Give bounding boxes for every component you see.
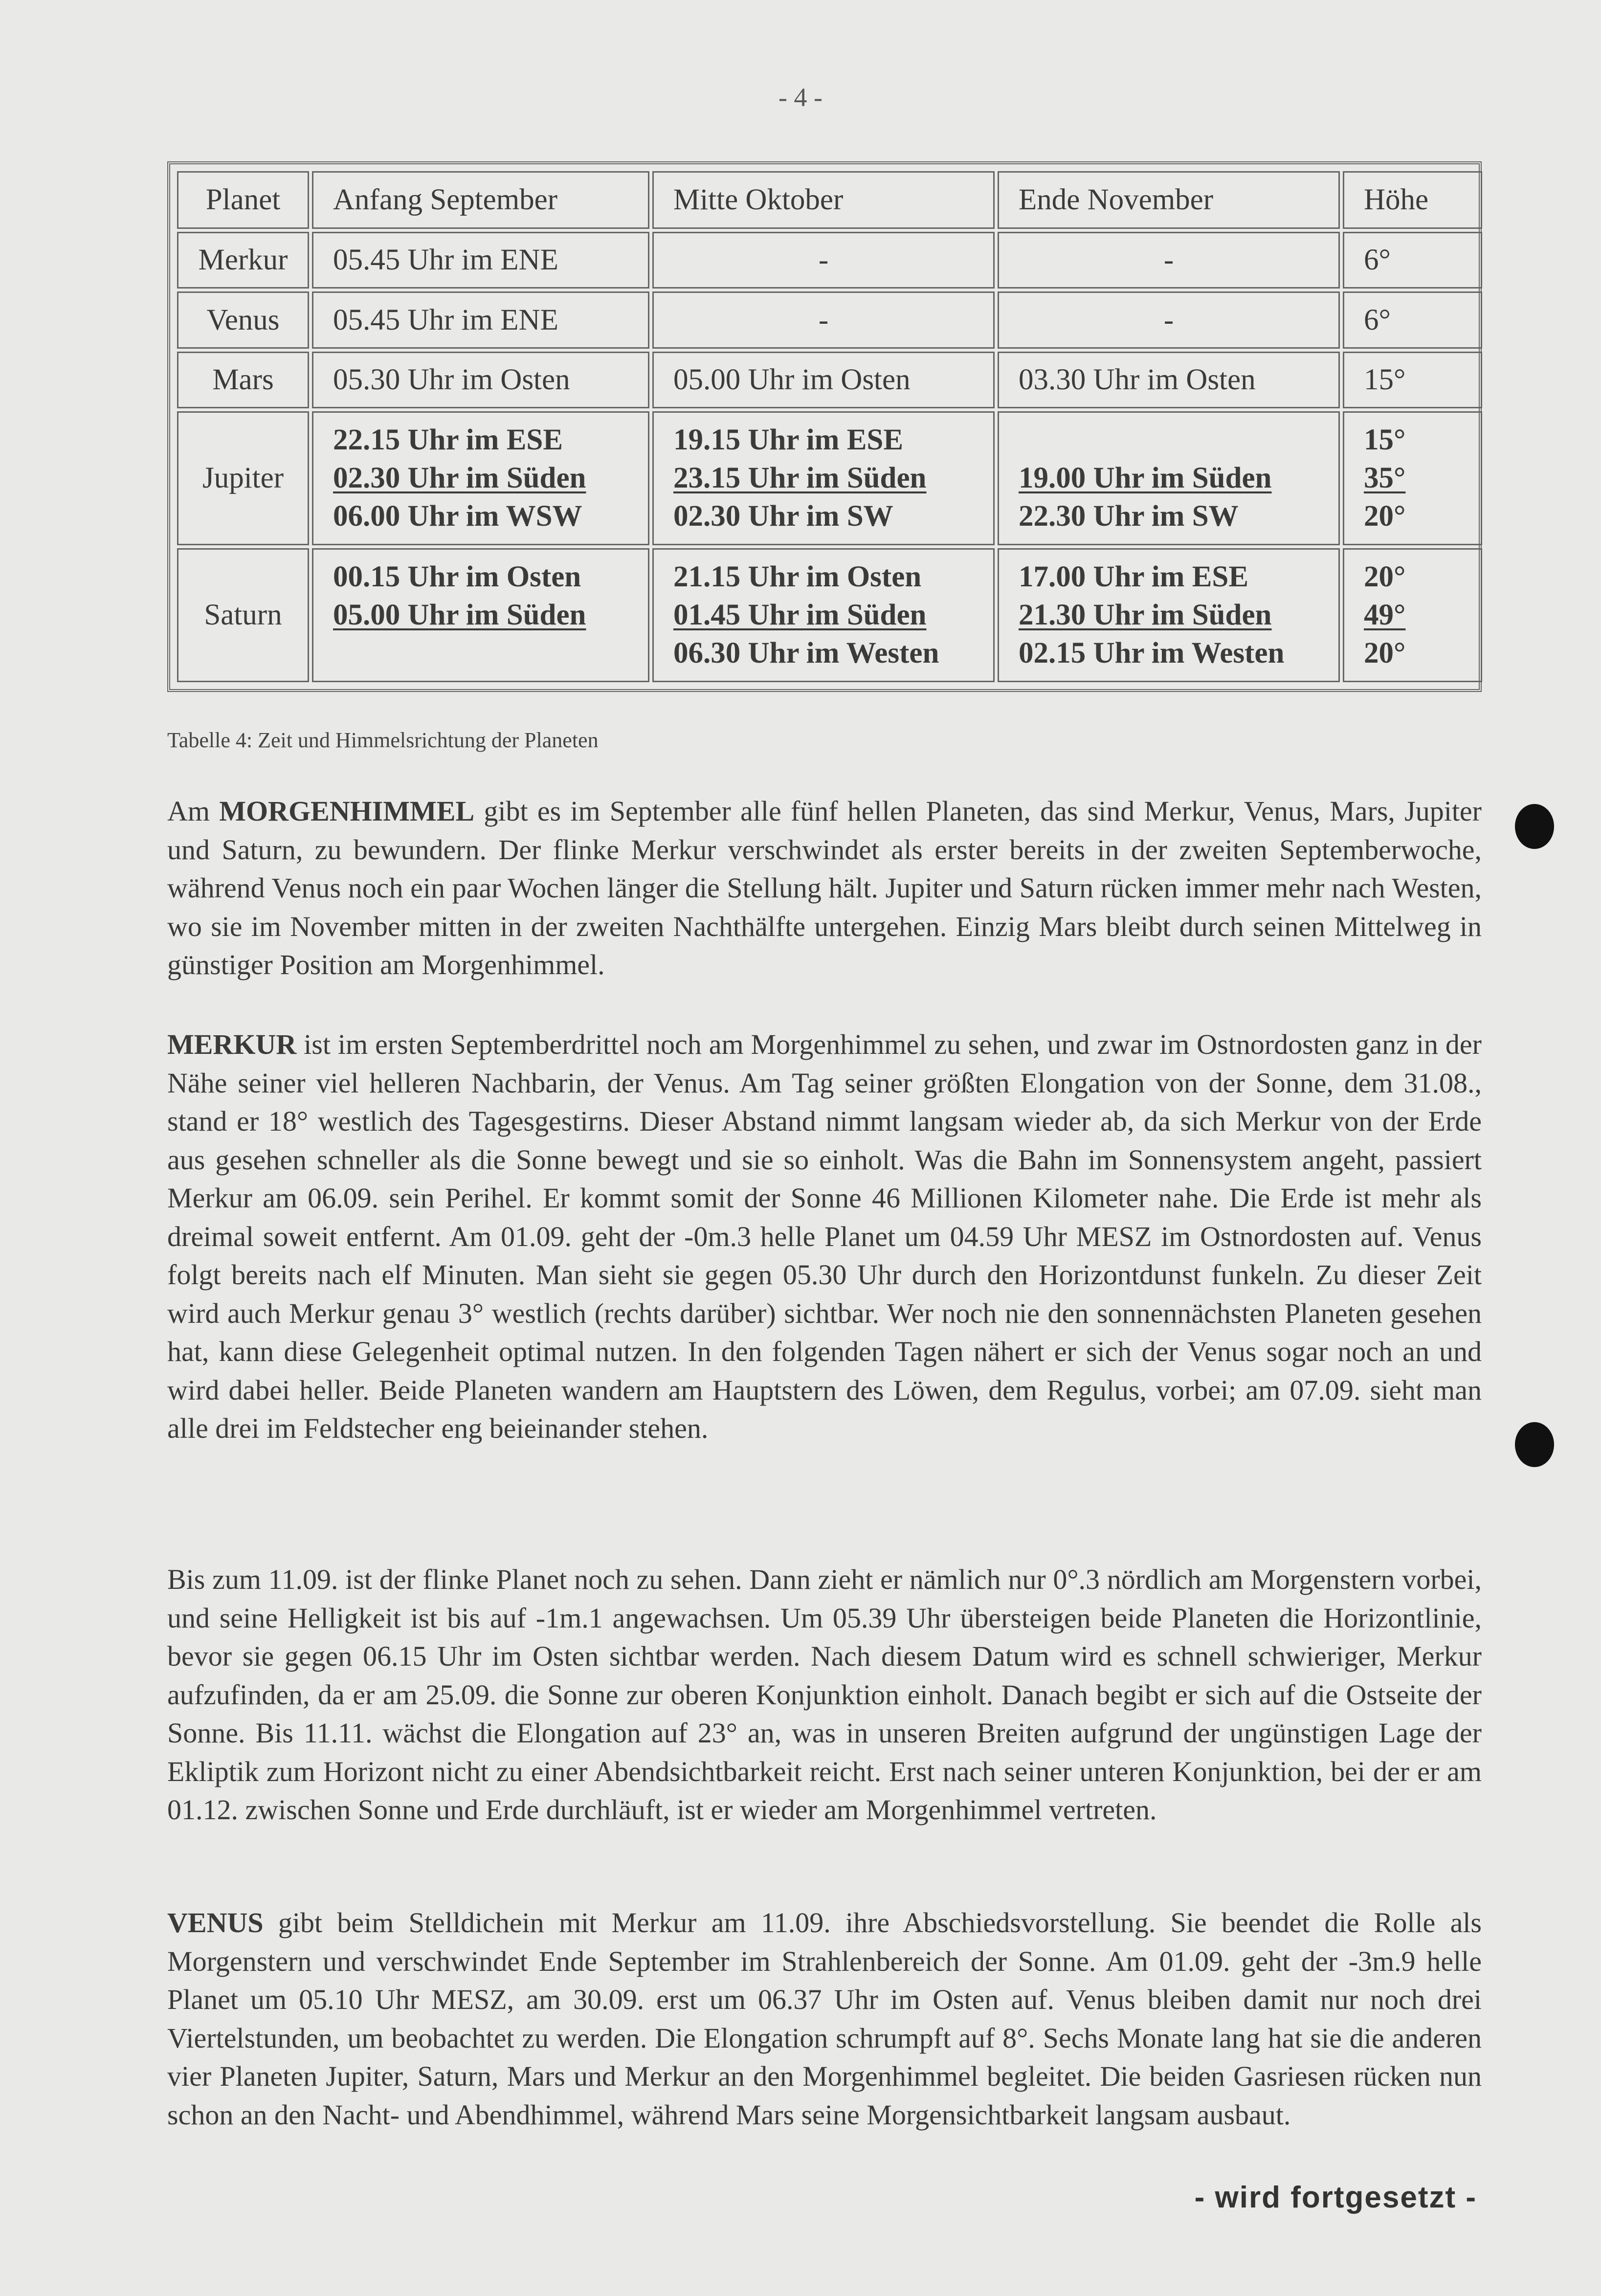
keyword-morgenhimmel: MORGENHIMMEL (219, 795, 475, 827)
cell-line: 20° (1364, 500, 1406, 533)
paragraph-merkur (167, 1025, 1482, 1448)
cell-planet: Venus (177, 291, 309, 349)
paragraph-merkur-continued (167, 1560, 1482, 1829)
cell-planet: Mars (177, 352, 309, 409)
paragraph-lead: Am (167, 795, 210, 827)
table-row (177, 548, 1482, 682)
cell-mitte: 05.00 Uhr im Osten (652, 352, 995, 409)
planet-table (167, 161, 1482, 692)
cell-line: 23.15 Uhr im Süden (673, 462, 927, 495)
cell-line: 02.15 Uhr im Westen (1019, 637, 1285, 670)
cell-line: 49° (1364, 599, 1406, 632)
cell-hoehe: 6° (1343, 291, 1482, 349)
header-anfang-september: Anfang September (312, 171, 649, 229)
cell-mitte: - (652, 291, 995, 349)
cell-line: 15° (1364, 424, 1406, 457)
cell-line: 35° (1364, 462, 1406, 495)
cell-anfang (312, 411, 649, 545)
cell-line: 19.15 Uhr im ESE (673, 424, 904, 457)
table-row (177, 352, 1482, 409)
cell-line: 22.30 Uhr im SW (1019, 500, 1239, 533)
cell-anfang: 05.45 Uhr im ENE (312, 232, 649, 289)
cell-line (333, 634, 628, 672)
header-mitte-oktober: Mitte Oktober (652, 171, 995, 229)
header-hoehe: Höhe (1343, 171, 1482, 229)
cell-line: 20° (1364, 560, 1406, 594)
keyword-merkur: MERKUR (167, 1028, 297, 1060)
cell-anfang: 05.45 Uhr im ENE (312, 291, 649, 349)
cell-mitte (652, 548, 995, 682)
table-row (177, 291, 1482, 349)
page-number: - 4 - (778, 83, 823, 112)
planet-visibility-table (174, 168, 1485, 685)
paragraph-morgenhimmel (167, 792, 1482, 984)
table-caption: Tabelle 4: Zeit und Himmelsrichtung der Planeten (167, 728, 599, 752)
cell-ende (998, 548, 1340, 682)
cell-hoehe: 6° (1343, 232, 1482, 289)
cell-line (1019, 421, 1319, 459)
cell-line: 05.00 Uhr im Süden (333, 599, 586, 632)
cell-line: 22.15 Uhr im ESE (333, 424, 563, 457)
punch-hole-icon (1515, 1422, 1554, 1467)
keyword-venus: VENUS (167, 1907, 264, 1939)
cell-mitte (652, 411, 995, 545)
cell-line: 20° (1364, 637, 1406, 670)
cell-line: 06.00 Uhr im WSW (333, 500, 582, 533)
cell-hoehe (1343, 548, 1482, 682)
cell-line: 00.15 Uhr im Osten (333, 560, 581, 594)
cell-line: 02.30 Uhr im Süden (333, 462, 586, 495)
cell-hoehe (1343, 411, 1482, 545)
cell-ende: - (998, 232, 1340, 289)
cell-anfang: 05.30 Uhr im Osten (312, 352, 649, 409)
cell-mitte: - (652, 232, 995, 289)
paragraph-venus (167, 1904, 1482, 2134)
table-row (177, 411, 1482, 545)
paragraph-body: gibt beim Stelldichein mit Merkur am 11.09. ihre Abschiedsvorstellung. Sie beendet die Rolle als Morgenstern und verschwindet Ende September im Strahlenbereich der Sonne. Am 01.09. geht der -3m.9 helle Planet um 05.10 Uhr MESZ, am 30.09. erst um 06.37 Uhr im Osten auf. Venus bleiben damit nur noch drei Viertelstunden, um beobachtet zu werden. Die Elongation schrumpft auf 8°. Sechs Monate lang hat sie die anderen vier Planeten Jupiter, Saturn, Mars und Merkur an den Morgenhimmel begleitet. Die beiden Gasriesen rücken nun schon an den Nacht- und Abendhimmel, während Mars seine Morgensichtbarkeit langsam ausbaut. (167, 1907, 1482, 2131)
paragraph-body: ist im ersten Septemberdrittel noch am Morgenhimmel zu sehen, und zwar im Ostnordosten ganz in der Nähe seiner viel helleren Nachbarin, der Venus. Am Tag seiner größten Elongation von der Sonne, dem 31.08., stand er 18° westlich des Tagesgestirns. Dieser Abstand nimmt langsam wieder ab, da sich Merkur von der Erde aus gesehen schneller als die Sonne bewegt und sie so einholt. Was die Bahn im Sonnensystem angeht, passiert Merkur am 06.09. sein Perihel. Er kommt somit der Sonne 46 Millionen Kilometer nahe. Die Erde ist mehr als dreimal soweit entfernt. Am 01.09. geht der -0m.3 helle Planet um 04.59 Uhr MESZ im Ostnordosten auf. Venus folgt bereits nach elf Minuten. Man sieht sie gegen 05.30 Uhr durch den Horizontdunst funkeln. Zu dieser Zeit wird auch Merkur genau 3° westlich (rechts darüber) sichtbar. Wer noch nie den sonnennächsten Planeten gesehen hat, kann diese Gelegenheit optimal nutzen. In den folgenden Tagen nähert er sich der Venus sogar noch an und wird dabei heller. Beide Planeten wandern am Hauptstern des Löwen, dem Regulus, vorbei; am 07.09. sieht man alle drei im Feldstecher eng beieinander stehen. (167, 1028, 1482, 1444)
table-row (177, 232, 1482, 289)
cell-line: 02.30 Uhr im SW (673, 500, 893, 533)
header-ende-november: Ende November (998, 171, 1340, 229)
cell-ende: - (998, 291, 1340, 349)
paragraph-body: Bis zum 11.09. ist der flinke Planet noch zu sehen. Dann zieht er nämlich nur 0°.3 nördlich am Morgenstern vorbei, und seine Helligkeit ist bis auf -1m.1 angewachsen. Um 05.39 Uhr übersteigen beide Planeten die Horizontlinie, bevor sie gegen 06.15 Uhr im Osten sichtbar werden. Nach diesem Datum wird es schnell schwieriger, Merkur aufzufinden, da er am 25.09. die Sonne zur oberen Konjunktion einholt. Danach begibt er sich auf die Ostseite der Sonne. Bis 11.11. wächst die Elongation auf 23° an, was in unseren Breiten aufgrund der ungünstigen Lage der Ekliptik zum Horizont nicht zu einer Abendsichtbarkeit reicht. Erst nach seiner unteren Konjunktion, bei der er am 01.12. zwischen Sonne und Erde durchläuft, ist er wieder am Morgenhimmel vertreten. (167, 1563, 1482, 1826)
table-header-row (177, 171, 1482, 229)
cell-planet: Jupiter (177, 411, 309, 545)
cell-line: 06.30 Uhr im Westen (673, 637, 939, 670)
cell-ende (998, 411, 1340, 545)
cell-planet: Saturn (177, 548, 309, 682)
cell-ende: 03.30 Uhr im Osten (998, 352, 1340, 409)
cell-line: 21.15 Uhr im Osten (673, 560, 922, 594)
paragraph-body: gibt es im September alle fünf hellen Planeten, das sind Merkur, Venus, Mars, Jupiter und Saturn, zu bewundern. Der flinke Merkur verschwindet als erster bereits in der zweiten Septemberwoche, während Venus noch ein paar Wochen länger die Stellung hält. Jupiter und Saturn rücken immer mehr nach Westen, wo sie im November mitten in der zweiten Nachthälfte untergehen. Einzig Mars bleibt durch seinen Mittelweg in günstiger Position am Morgenhimmel. (167, 795, 1482, 981)
cell-line: 01.45 Uhr im Süden (673, 599, 927, 632)
cell-hoehe: 15° (1343, 352, 1482, 409)
header-planet: Planet (177, 171, 309, 229)
cell-planet: Merkur (177, 232, 309, 289)
punch-hole-icon (1515, 804, 1554, 849)
cell-line: 19.00 Uhr im Süden (1019, 462, 1272, 495)
continued-note: - wird fortgesetzt - (1194, 2181, 1477, 2214)
cell-line: 17.00 Uhr im ESE (1019, 560, 1249, 594)
cell-anfang (312, 548, 649, 682)
cell-line: 21.30 Uhr im Süden (1019, 599, 1272, 632)
